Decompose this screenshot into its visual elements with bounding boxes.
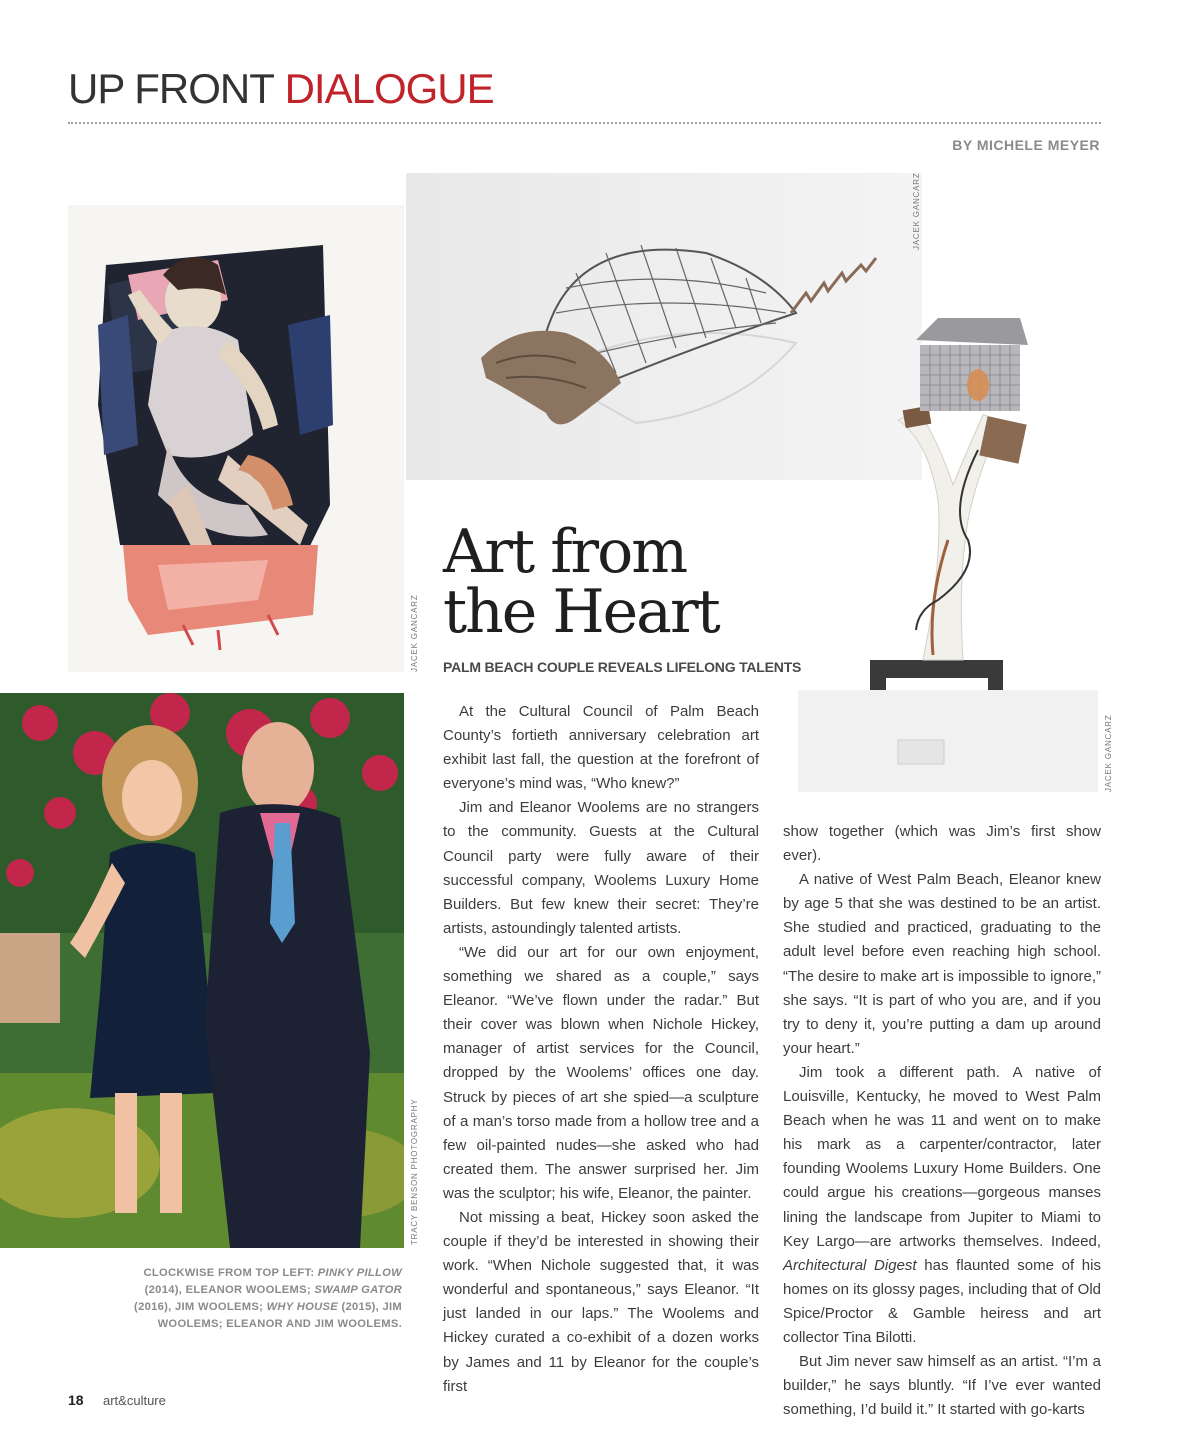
text-run: Jim took a different path. A native of Louisville, Kentucky, he moved to West Palm Beach when he was 11 and went on to make his mark as a carpenter/contractor, later founding Woolems Luxury Home Builders. One could argue his creations—gorgeous manses lining the landscape from Jupiter to Miami to Key Largo—are artworks themselves. Indeed, [783, 1063, 1101, 1250]
article-column-left [443, 700, 759, 1399]
section-accent-label: DIALOGUE [284, 65, 494, 112]
house-sculpture-photo [798, 300, 1098, 792]
caption-text: (2015), JIM WOOLEMS; ELEANOR AND JIM WOOLEMS. [157, 1301, 402, 1330]
article-title [443, 517, 719, 647]
article-column-right [783, 820, 1101, 1422]
photo-caption [110, 1265, 402, 1333]
paragraph: Not missing a beat, Hickey soon asked the couple if they’d be interested in showing their work. “When Nichole suggested that, it was wonderful and spontaneous,” says Eleanor. “It just landed in our laps.” The Woolems and Hickey curated a co-exhibit of a dozen works by James and 11 by Eleanor for the couple’s first [443, 1208, 759, 1395]
caption-text: (2014), ELEANOR WOOLEMS; [144, 1284, 311, 1296]
article-subtitle: PALM BEACH COUPLE REVEALS LIFELONG TALENTS [443, 659, 802, 675]
couple-photo-credit: TRACY BENSON PHOTOGRAPHY [410, 1098, 419, 1245]
house-photo-credit: JACEK GANCARZ [1104, 714, 1113, 792]
section-header [68, 65, 494, 112]
painting-photo [68, 205, 404, 672]
caption-text: CLOCKWISE FROM TOP LEFT: [143, 1267, 315, 1279]
header-divider [68, 122, 1101, 124]
text-run: has flaunted some of his homes on its glossy pages, including that of Old Spice/Proctor & Gamble heiress and art collector Tina Bilotti. [783, 1256, 1101, 1346]
fish-photo-credit: JACEK GANCARZ [912, 172, 921, 250]
artwork-title: WHY HOUSE [266, 1301, 339, 1313]
house-sculpture-illustration [798, 300, 1098, 792]
title-line-1: Art from [443, 517, 687, 587]
artwork-title: PINKY PILLOW [317, 1267, 402, 1279]
couple-illustration [0, 693, 404, 1248]
paragraph [783, 1061, 1101, 1350]
paragraph: A native of West Palm Beach, Eleanor knew by age 5 that she was destined to be an artist. She studied and practiced, graduating to the adult level before even reaching high school. “The desire to make art is impossible to ignore,” she says. “It is part of who you are, and if you try to deny it, you’re putting a dam up around your heart.” [783, 871, 1101, 1057]
paragraph: But Jim never saw himself as an artist. “I’m a builder,” he says bluntly. “If I’ve ever wanted something, I’d build it.” It started with go-karts [783, 1353, 1101, 1419]
magazine-name: art&culture [103, 1393, 166, 1408]
painting-illustration [68, 205, 404, 672]
section-label: UP FRONT [68, 65, 274, 112]
caption-text: (2016), JIM WOOLEMS; [134, 1301, 264, 1313]
paragraph-continued: show together (which was Jim’s first show ever). [783, 823, 1101, 865]
painting-photo-credit: JACEK GANCARZ [410, 594, 419, 672]
artwork-title: SWAMP GATOR [314, 1284, 402, 1296]
publication-name: Architectural Digest [783, 1256, 917, 1274]
page-number: 18 [68, 1392, 84, 1408]
paragraph: At the Cultural Council of Palm Beach County’s fortieth anniversary celebration art exhibit last fall, the question at the forefront of everyone’s mind was, “Who knew?” [443, 703, 759, 793]
byline: BY MICHELE MEYER [952, 137, 1100, 153]
title-line-2: the Heart [443, 577, 719, 647]
couple-photo [0, 693, 404, 1248]
paragraph: “We did our art for our own enjoyment, something we shared as a couple,” says Eleanor. “We’ve flown under the radar.” But their cover was blown when Nichole Hickey, manager of artist services for the Council, dropped by the Woolems’ offices one day. Struck by pieces of art she spied—a sculpture of a man’s torso made from a hollow tree and a few oil-painted nudes—she asked who had created them. The answer surprised her. Jim was the sculptor; his wife, Eleanor, the painter. [443, 943, 759, 1202]
paragraph: Jim and Eleanor Woolems are no strangers to the community. Guests at the Cultural Council party were fully aware of their successful company, Woolems Luxury Home Builders. But few knew their secret: They’re artists, astoundingly talented artists. [443, 799, 759, 937]
